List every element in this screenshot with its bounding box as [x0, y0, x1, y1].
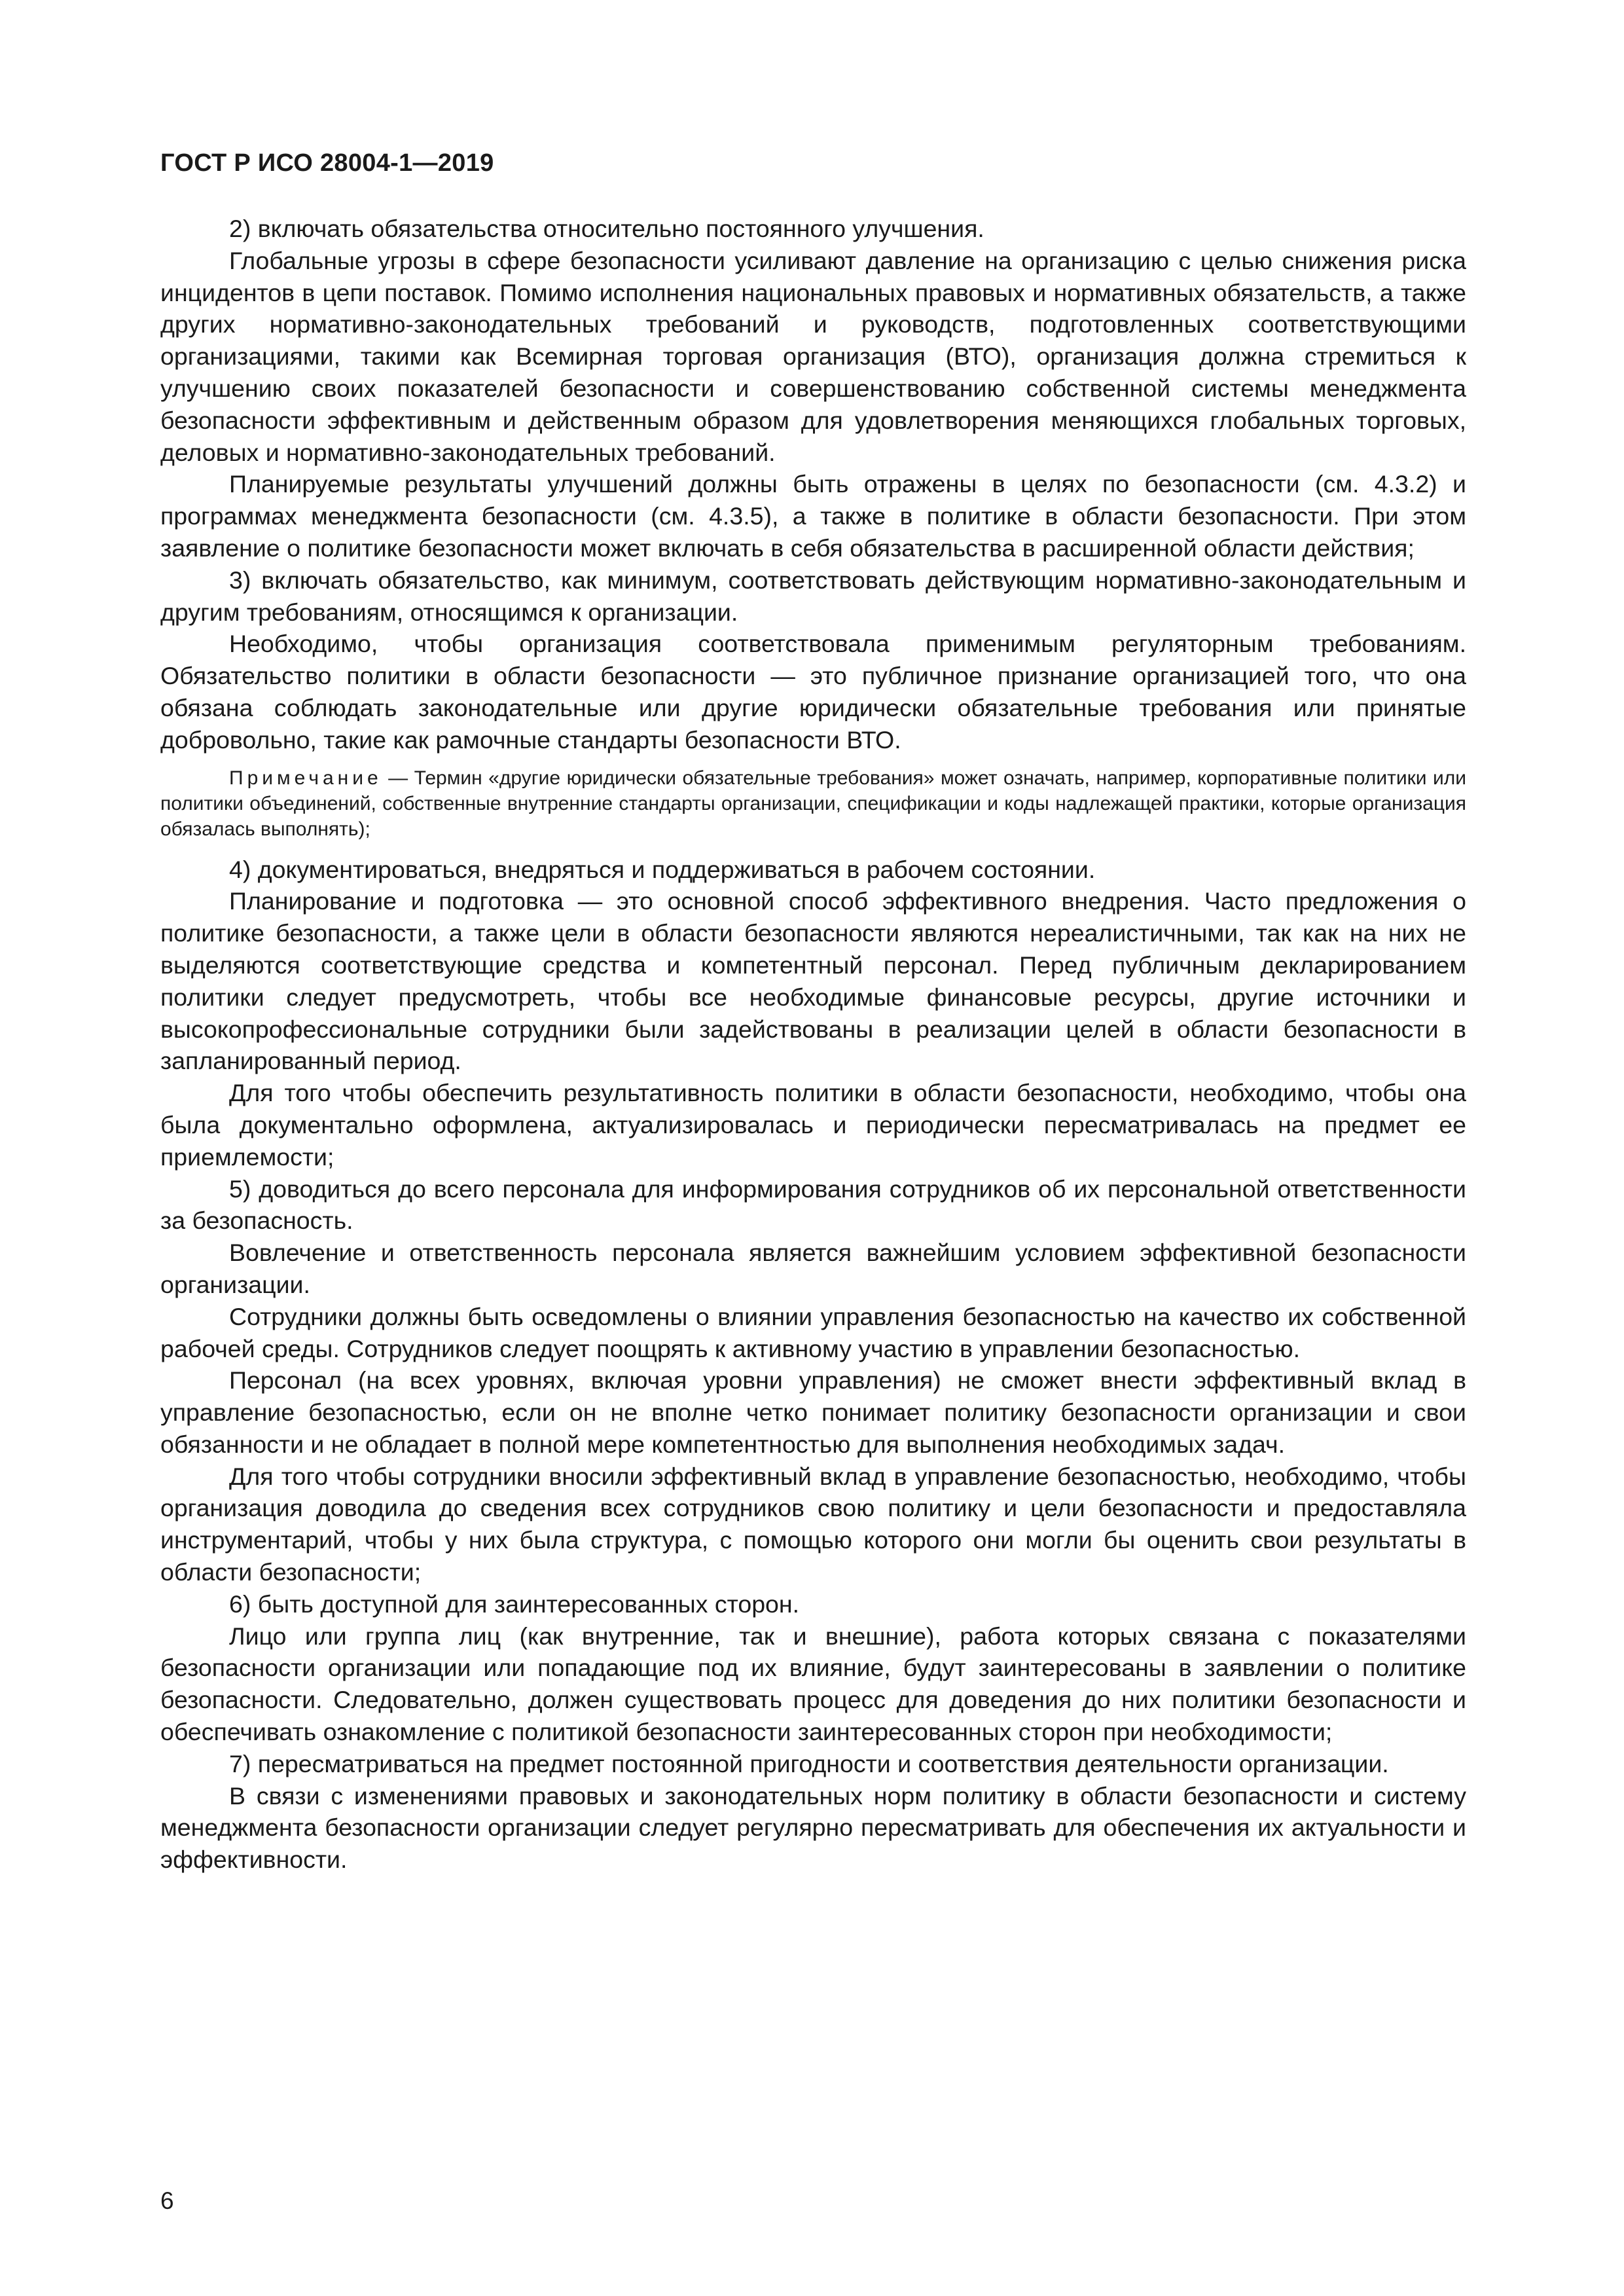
- paragraph: 4) документироваться, внедряться и поддерживаться в рабочем состоянии.: [229, 855, 1096, 883]
- paragraph: Лицо или группа лиц (как внутренние, так и внешние), работа которых связана с показателями безопасности организации или попадающие под их влияние, будут заинтересованы в заявлении о политике безопасности. Следовательно, должен существовать процесс для доведения до них политики безопасности и обеспечивать ознакомление с политикой безопасности заинтересованных сторон при необходимости;: [160, 1622, 1466, 1746]
- body-text-after-note: [160, 854, 1466, 1876]
- note-block: [160, 765, 1466, 842]
- document-header: ГОСТ Р ИСО 28004-1—2019: [160, 149, 494, 177]
- paragraph: Глобальные угрозы в сфере безопасности усиливают давление на организацию с целью снижения риска инцидентов в цепи поставок. Помимо исполнения национальных правовых и нормативных обязательств, а также других нормативно-законодательных требований и руководств, подготовленных соответствующими организациями, такими как Всемирная торговая организация (ВТО), организация должна стремиться к улучшению своих показателей безопасности и совершенствованию собственной системы менеджмента безопасности эффективным и действенным образом для удовлетворения меняющихся глобальных торговых, деловых и нормативно-законодательных требований.: [160, 246, 1466, 466]
- body-text-before-note: [160, 213, 1466, 756]
- paragraph: Вовлечение и ответственность персонала является важнейшим условием эффективной безопасности организации.: [160, 1239, 1466, 1298]
- paragraph: 6) быть доступной для заинтересованных сторон.: [229, 1590, 800, 1618]
- note-label: Примечание: [229, 767, 382, 789]
- paragraph: 7) пересматриваться на предмет постоянной пригодности и соответствия деятельности организации.: [229, 1749, 1389, 1777]
- paragraph: Для того чтобы обеспечить результативность политики в области безопасности, необходимо, чтобы она была документально оформлена, актуализировалась и периодически пересматривалась на предмет ее приемлемости;: [160, 1079, 1466, 1171]
- page-number: 6: [160, 2187, 174, 2214]
- document-page: [160, 147, 1466, 1876]
- paragraph: В связи с изменениями правовых и законодательных норм политику в области безопасности и систему менеджмента безопасности организации следует регулярно пересматривать для обеспечения их актуальности и эффективности.: [160, 1781, 1466, 1874]
- paragraph: 5) доводиться до всего персонала для информирования сотрудников об их персональной ответственности за безопасность.: [160, 1175, 1466, 1235]
- paragraph: Планируемые результаты улучшений должны быть отражены в целях по безопасности (см. 4.3.2) и программах менеджмента безопасности (см. 4.3.5), а также в политике в области безопасности. При этом заявление о политике безопасности может включать в себя обязательства в расширенной области действия;: [160, 470, 1466, 562]
- paragraph: Сотрудники должны быть осведомлены о влиянии управления безопасностью на качество их собственной рабочей среды. Сотрудников следует поощрять к активному участию в управлении безопасностью.: [160, 1302, 1466, 1362]
- paragraph: 2) включать обязательства относительно постоянного улучшения.: [229, 215, 984, 242]
- paragraph: Персонал (на всех уровнях, включая уровни управления) не сможет внести эффективный вклад в управление безопасностью, если он не вполне четко понимает политику безопасности организации и свои обязанности и не обладает в полной мере компетентностью для выполнения необходимых задач.: [160, 1366, 1466, 1458]
- note-text: — Термин «другие юридически обязательные требования» может означать, например, корпоративные политики или политики объединений, собственные внутренние стандарты организации, спецификации и коды надлежащей практики, которые организация обязалась выполнять);: [160, 767, 1466, 840]
- paragraph: 3) включать обязательство, как минимум, соответствовать действующим нормативно-законодательным и другим требованиям, относящимся к организации.: [160, 566, 1466, 626]
- paragraph: Для того чтобы сотрудники вносили эффективный вклад в управление безопасностью, необходимо, чтобы организация доводила до сведения всех сотрудников свою политику и цели безопасности и предоставляла инструментарий, чтобы у них была структура, с помощью которого они могли бы оценить свои результаты в области безопасности;: [160, 1462, 1466, 1586]
- paragraph: Планирование и подготовка — это основной способ эффективного внедрения. Часто предложения о политике безопасности, а также цели в области безопасности являются нереалистичными, так как на них не выделяются соответствующие средства и компетентный персонал. Перед публичным декларированием политики следует предусмотреть, чтобы все необходимые финансовые ресурсы, другие источники и высокопрофессиональные сотрудники были задействованы в реализации целей в области безопасности в запланированный период.: [160, 887, 1466, 1075]
- paragraph: Необходимо, чтобы организация соответствовала применимым регуляторным требованиям. Обязательство политики в области безопасности — это публичное признание организацией того, что она обязана соблюдать законодательные или другие юридически обязательные требования или принятые добровольно, такие как рамочные стандарты безопасности ВТО.: [160, 630, 1466, 754]
